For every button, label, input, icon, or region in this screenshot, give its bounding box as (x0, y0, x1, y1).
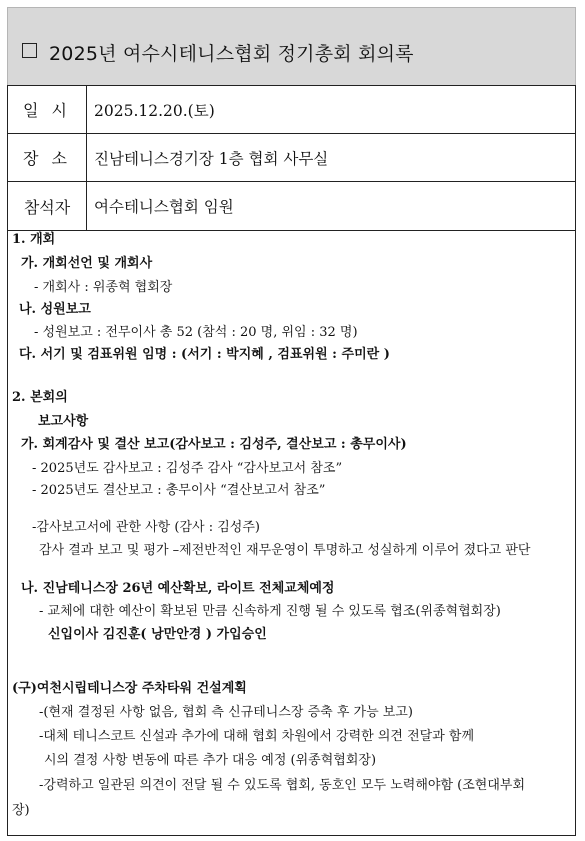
text-line: - 성원보고 : 전무이사 총 52 (참석 : 20 명, 위임 : 32 명) (34, 325, 358, 340)
text-line: -대체 테니스코트 신설과 추가에 대해 협회 차원에서 강력한 의견 전달과 함께 (39, 729, 475, 744)
text-line: - 교체에 대한 예산이 확보된 만큼 신속하게 진행 될 수 있도록 협조(위종혁협회장) (39, 604, 501, 619)
info-row-date (8, 86, 575, 134)
text-line: 시의 결정 사항 변동에 따른 추가 대응 예정 (위종혁협회장) (44, 753, 377, 768)
text-line: - 2025년도 결산보고 : 총무이사 “결산보고서 참조” (32, 483, 326, 498)
sub-heading: 나. 진남테니스장 26년 예산확보, 라이트 전체교체예정 (21, 581, 335, 596)
sub-heading: (구)여천시립테니스장 주차타워 건설계획 (12, 681, 247, 696)
info-row-place (8, 134, 575, 182)
info-label-date: 일 시 (8, 86, 87, 133)
sub-heading: 신입이사 김진훈( 낭만안경 ) 가입승인 (48, 627, 267, 642)
sub-heading: 나. 성원보고 (19, 302, 91, 317)
text-line: 감사 결과 보고 및 평가 –제전반적인 재무운영이 투명하고 성실하게 이루어 졌다고 판단 (39, 543, 531, 558)
sub-heading: 가. 회계감사 및 결산 보고(감사보고 : 김성주, 결산보고 : 총무이사) (21, 437, 407, 452)
sub-heading: 가. 개회선언 및 개회사 (21, 256, 153, 271)
minutes-form (7, 85, 576, 836)
text-line: -강력하고 일관된 의견이 전달 될 수 있도록 협회, 동호인 모두 노력해야함 (조현대부회 (39, 778, 526, 793)
section-heading: 2. 본회의 (12, 390, 68, 405)
info-row-attendees (8, 182, 575, 231)
sub-heading: 다. 서기 및 검표위원 임명 : (서기 : 박지혜 , 검표위원 : 주미란 ) (19, 347, 390, 362)
text-line: -(현재 결정된 사항 없음, 협회 측 신규테니스장 증축 후 가능 보고) (39, 705, 413, 720)
info-label-attendees: 참석자 (8, 182, 87, 230)
document-title: 2025년 여수시테니스협회 정기총회 회의록 (49, 43, 414, 65)
info-value-place: 진남테니스경기장 1층 협회 사무실 (94, 149, 329, 168)
text-line: - 개회사 : 위종혁 협회장 (34, 280, 173, 295)
text-line: - 2025년도 감사보고 : 김성주 감사 “감사보고서 참조” (32, 461, 343, 476)
info-value-date: 2025.12.20.(토) (94, 101, 215, 120)
section-heading: 1. 개회 (12, 232, 56, 247)
checkbox-icon (22, 43, 37, 58)
sub-heading: 보고사항 (38, 414, 89, 429)
title-banner (7, 7, 576, 86)
info-value-attendees: 여수테니스협회 임원 (94, 198, 234, 216)
text-line: -감사보고서에 관한 사항 (감사 : 김성주) (32, 520, 260, 535)
info-label-place: 장 소 (8, 134, 87, 181)
text-line: 장) (12, 803, 30, 818)
